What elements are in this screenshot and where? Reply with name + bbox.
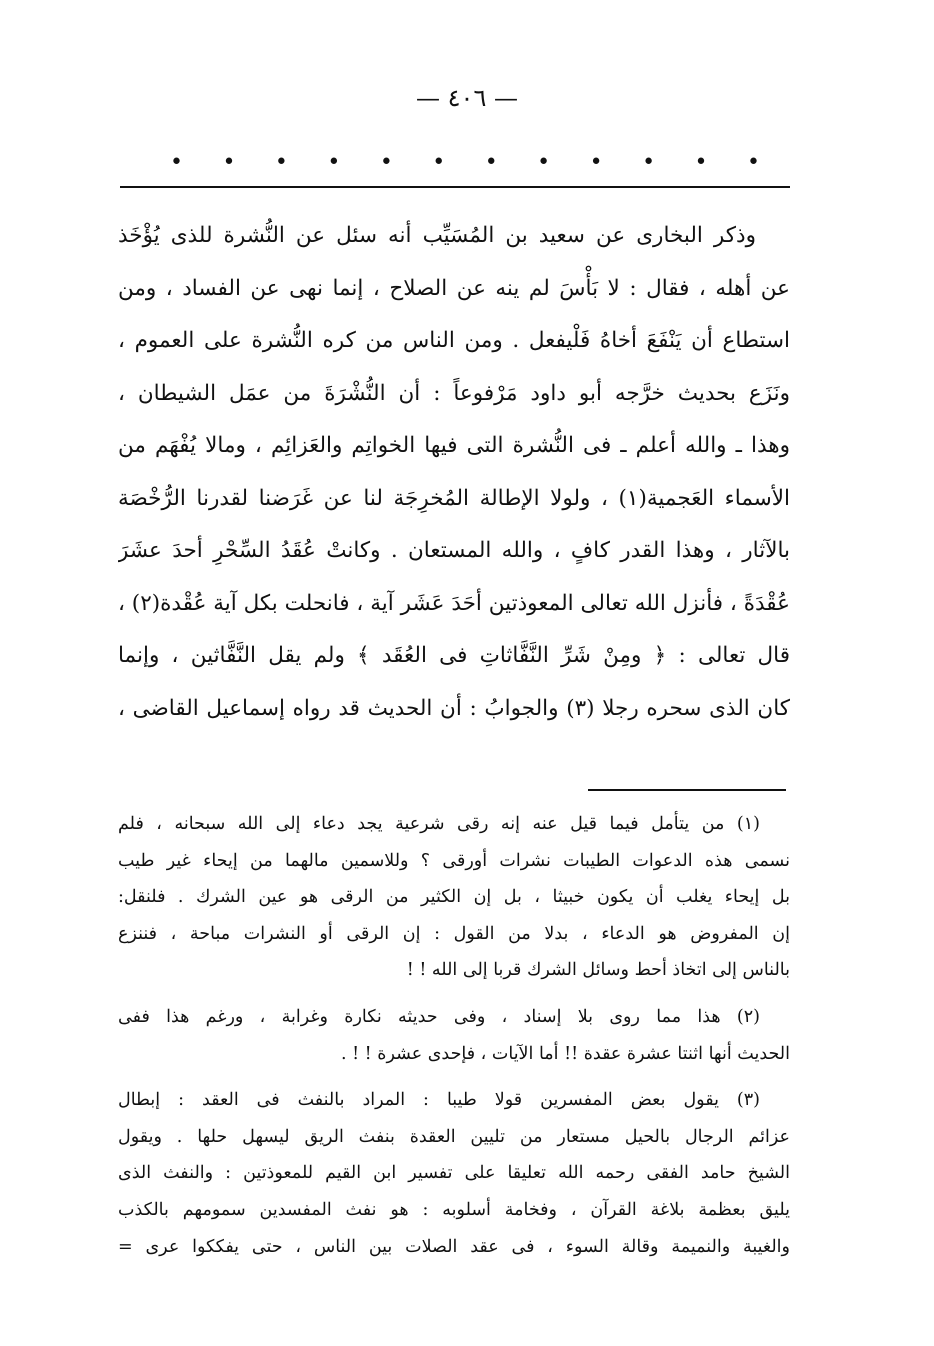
- separator-dot: •: [379, 150, 393, 175]
- body-line: قال تعالى : ﴿ ومِنْ شَرِّ النَّفَّاثاتِ فى العُقَد ﴾ ولم يقل النَّفَّاثين ، وإنما: [118, 643, 790, 668]
- page-number: — ٤٠٦ —: [416, 84, 518, 112]
- body-line: وذكر البخارى عن سعيد بن المُسَيِّب أنه سئل عن النُّشرة للذى يُؤْخَذ: [118, 223, 756, 248]
- body-line: وهذا ـ والله أعلم ـ فى النُّشرة التى فيها الخواتِم والعَزائِم ، ومالا يُفْهَم من: [118, 433, 790, 458]
- footnote-line: يليق بعظمة بلاغة القرآن ، وفخامة أسلوبه : هو نفث المفسدين سمومهم بالكذب: [118, 1199, 790, 1220]
- body-line: استطاع أن يَنْفَعَ أخاهُ فَلْيفعل . ومن الناس من كره النُّشرة على العموم ،: [118, 328, 790, 353]
- footnote-line: عزائم الرجال بالحيل مستعار من تليين العقدة بنفث الريق ليسهل حلها . ويقول: [118, 1126, 790, 1147]
- main-body-text: [118, 210, 790, 735]
- footnote-line: الشيخ حامد الفقى رحمه الله تعليقا على تفسير ابن القيم للمعوذتين : والنفث الذى: [118, 1163, 790, 1184]
- body-line: ونَزَع بحديث خرَّجه أبو داود مَرْفوعاً : أن النُّشْرَةَ من عمَل الشيطان ،: [118, 380, 790, 406]
- body-line: كان الذى سحره رجلا (٣) والجوابُ : أن الحديث قد رواه إسماعيل القاضى ،: [118, 695, 790, 721]
- footnote-line: بل إيحاء يغلب أن يكون خبيثا ، بل إن الكثير من الرقى هو عين الشرك . فلنقل:: [118, 887, 790, 908]
- footnote-line: الحديث أنها اثنتا عشرة عقدة !! أما الآيات ، فإحدى عشرة ! ! .: [340, 1043, 790, 1064]
- separator-dots: [170, 152, 760, 174]
- footnote-line: نسمى هذه الدعوات الطيبات نشرات أورقى ؟ وللاسمين مالهما من إيحاء غير طيب: [118, 850, 790, 871]
- footnote-line: بالناس إلى اتخاذ أحط وسائل الشرك قربا إلى الله ! !: [406, 960, 790, 981]
- separator-dot: •: [327, 150, 341, 175]
- separator-dot: •: [589, 150, 603, 175]
- footnote-3: [118, 1082, 790, 1265]
- body-line: بالآثار ، وهذا القدر كافٍ ، والله المستعان . وكانتْ عُقَدُ السِّحْرِ أحدَ عشَرَ: [118, 538, 790, 563]
- footnote-2: [118, 999, 790, 1072]
- separator-dot: •: [642, 150, 656, 175]
- separator-dot: •: [432, 150, 446, 175]
- header-rule: [120, 186, 790, 188]
- footnote-line: والغيبة والنميمة وقالة السوء ، فى عقد الصلات بين الناس ، حتى يفككوا عرى =: [118, 1236, 790, 1257]
- separator-dot: •: [484, 150, 498, 175]
- separator-dot: •: [746, 150, 760, 175]
- separator-dot: •: [274, 150, 288, 175]
- body-line: الأسماء العَجمية(١) ، ولولا الإطالة المُخرِجَة لنا عن غَرَضنا لقدرنا الرُّخْصَة: [118, 485, 790, 511]
- footnote-line: إن المفروض هو الدعاء ، بدلا من القول : إن الرقى أو النشرات مباحة ، فننزع: [118, 923, 790, 944]
- footnotes: [118, 806, 790, 1275]
- body-line: عُقْدَةً ، فأنزل الله تعالى المعوذتين أحَدَ عَشَر آية ، فانحلت بكل آية عُقْدة(٢) ،: [118, 590, 790, 616]
- footnote-rule: [588, 789, 786, 791]
- body-line: عن أهله ، فقال : لا بَأْسَ لم ينه عن الصلاح ، إنما نهى عن الفساد ، ومن: [118, 275, 790, 301]
- separator-dot: •: [222, 150, 236, 175]
- separator-dot: •: [537, 150, 551, 175]
- separator-dot: •: [170, 150, 183, 175]
- footnote-line: (٢) هذا مما روى بلا إسناد ، وفى حديثه نكارة وغرابة ، ورغم هذا ففى: [118, 1006, 760, 1027]
- footnote-1: [118, 806, 790, 989]
- footnote-line: (١) من يتأمل فيما قيل عنه إنه رقى شرعية يجد دعاء إلى الله سبحانه ، فلم: [118, 814, 760, 834]
- separator-dot: •: [694, 150, 708, 175]
- footnote-line: (٣) يقول بعض المفسرين قولا طيبا : المراد بالنفث فى العقد : إبطال: [118, 1090, 760, 1111]
